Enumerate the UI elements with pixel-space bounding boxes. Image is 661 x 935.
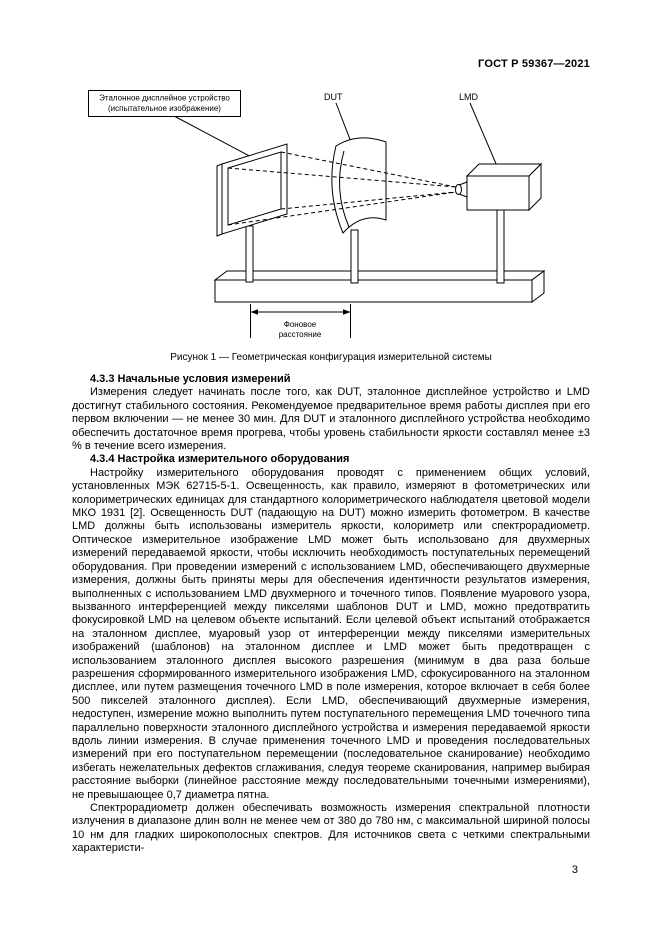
paragraph-4-3-3: Измерения следует начинать после того, как DUT, эталонное дисплейное устройство и LMD достигнут стабильного состояния. Рекомендуемое предварительное время работы дисплея при его первом включении — не менее 30 мин. Для DUT и эталонного дисплейного устройства необходимо обеспечить достаточное время прогрева, чтобы уровень стабильности яркости составлял менее ±3 % в течение всего измерения.	[72, 386, 590, 453]
base-rail-top	[215, 271, 544, 280]
paragraph-4-3-4-1: Настройку измерительного оборудования проводят с применением общих условий, установленных МЭК 62715-5-1. Освещенность, как правило, измеряют в фотометрических или колориметрических единицах для стандартного колориметрического наблюдателя цветовой модели МКО 1931 [2]. Освещенность DUT (падающую на DUT) можно измерить фотометром. В качестве LMD должны быть использованы измеритель яркости, колориметр или спектрорадиометр. Оптическое измерительное изображение LMD может быть использовано для двухмерных измерений передаваемой яркости, чтобы исключить необходимость поступательных перемещений оборудования. При проведении измерений с использованием LMD, обеспечивающего двухмерные измерения, должны быть приняты меры для обеспечения идентичности результатов измерения, выполненных с использованием LMD двухмерного и точечного типов. Появление муарового узора, вызванного интерференцией между пикселями шаблонов DUT и LMD, можно предотвратить фокусировкой LMD на целевом объекте испытаний. Если целевой объект испытаний отображается на эталонном дисплее, муаровый узор от интерференции между пикселями измерительных изображений (шаблонов) на эталонном дисплее и LMD может быть предотвращен с использованием эталонного дисплея высокого разрешения (минимум в два раза больше разрешения сформированного измерительного изображения LMD, сфокусированного на эталонном дисплее, или путем размещения точечного LMD в поле измерения, которое включает в себя более 500 пикселей эталонного дисплея). Если LMD, обеспечивающий двухмерные измерения, недоступен, измерение можно выполнить путем поступательного перемещения LMD точечного типа параллельно поверхности эталонного дисплейного устройства и измерения передаваемой яркости вдоль линии измерения. В случае применения точечного LMD и проведения последовательных измерений при его поступательном перемещении (последовательное сканирование) необходимо избегать нежелательных дефектов сглаживания, следуя теореме сканирования, например выбирая расстояние выборки (линейное расстояние между последовательными точечными измерениями), не превышающее 0,7 диаметра пятна.	[72, 466, 590, 801]
lmd-stand	[497, 206, 504, 283]
base-rail-front	[215, 280, 532, 302]
dimension-arrow-left	[251, 309, 259, 315]
figure-1-diagram	[0, 86, 661, 348]
dut-label-text: DUT	[324, 92, 343, 102]
standard-number: ГОСТ Р 59367—2021	[478, 58, 590, 70]
page-number: 3	[571, 864, 578, 876]
lmd-device	[456, 164, 542, 210]
dut-stand	[351, 230, 358, 283]
reference-display-label-line1: Эталонное дисплейное устройство	[99, 93, 230, 103]
paragraph-4-3-4-2: Спектрорадиометр должен обеспечивать возможность измерения спектральной плотности излучения в диапазоне длин волн не менее чем от 380 до 780 нм, с максимальной шириной полосы 10 нм для гладких широкополосных спектров. Для источников света с четкими спектральными характеристи-	[72, 802, 590, 855]
lmd-lens	[456, 185, 462, 195]
reference-display-label-line2: (испытательное изображение)	[108, 104, 221, 113]
leader-line-lmd	[470, 103, 497, 166]
heading-4-3-3: 4.3.3 Начальные условия измерений	[90, 373, 291, 385]
dimension-arrow-right	[343, 309, 351, 315]
base-rail	[215, 271, 544, 302]
reference-display-label	[89, 91, 258, 161]
dut-device	[332, 138, 386, 233]
heading-4-3-4: 4.3.4 Настройка измерительного оборудования	[90, 453, 350, 466]
display-stand	[246, 226, 253, 282]
figure-caption: Рисунок 1 — Геометрическая конфигурация измерительной системы	[170, 352, 492, 363]
reference-display-edge	[217, 164, 222, 236]
document-body	[72, 373, 590, 856]
reference-display	[217, 144, 287, 236]
leader-line-reference-display	[175, 117, 257, 161]
lmd-label	[459, 92, 497, 166]
lmd-label-text: LMD	[459, 92, 479, 102]
figure-1	[0, 86, 661, 348]
background-distance-dimension	[251, 304, 351, 339]
background-distance-label-line1: Фоновое	[283, 320, 317, 329]
background-distance-label-line2: расстояние	[278, 330, 322, 339]
lmd-front	[467, 176, 529, 210]
lmd-top	[467, 164, 541, 176]
